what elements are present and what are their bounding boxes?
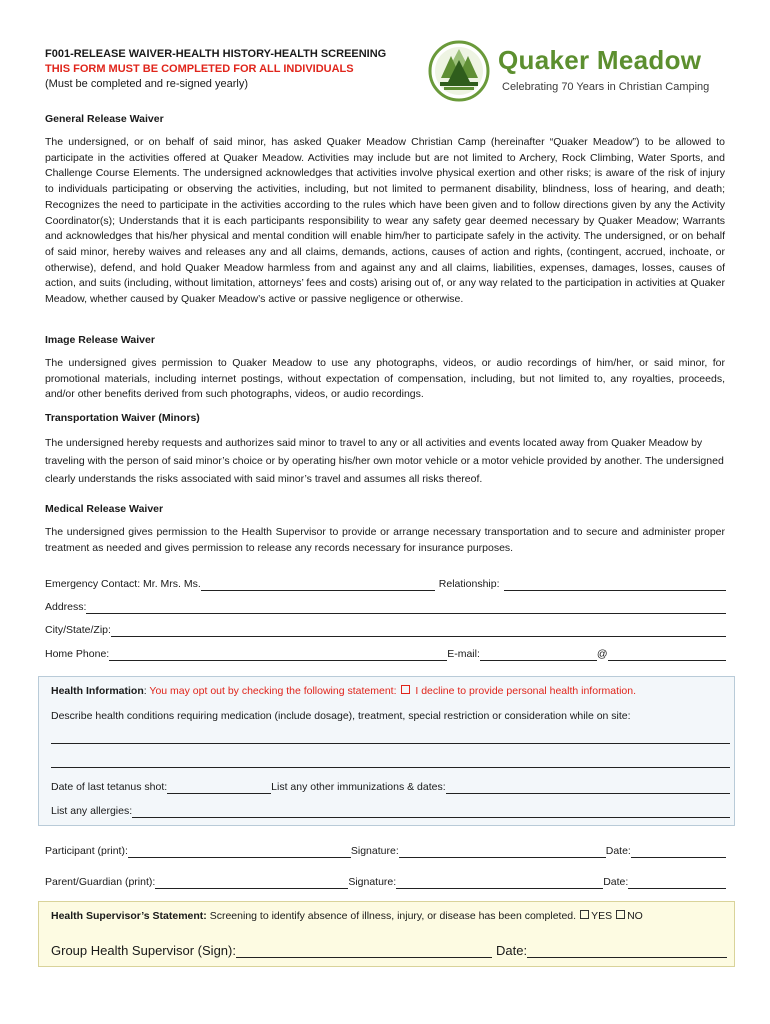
email-domain-field[interactable] xyxy=(608,647,726,661)
transportation-text: The undersigned hereby requests and authorizes said minor to travel to any or all activities and events located away from Quaker Meadow by traveling with the person of said minor’s choice or by operating his/her own motor vehicle or a motor vehicle provided by another. The undersigned clearly understands the risks associated with said minor’s travel and assumes all risks thereof. xyxy=(45,437,724,485)
supervisor-sign-row xyxy=(51,940,727,958)
guardian-date-field[interactable] xyxy=(628,875,726,889)
screening-no-checkbox[interactable] xyxy=(616,910,625,919)
participant-signature-row xyxy=(45,842,726,858)
transportation-section xyxy=(45,411,725,488)
image-release-text: The undersigned gives permission to Quaker Meadow to use any photographs, videos, or audio recordings of him/her, or said minor, for promotional materials, including internet postings, without expectation of compensation, including, but not limited to, any royalties, proceeds, and/or other benefits derived from such photographs, videos, or audio recordings. xyxy=(45,357,725,401)
immunizations-label: List any other immunizations & dates: xyxy=(271,781,446,793)
email-user-field[interactable] xyxy=(480,647,597,661)
screening-no-label: NO xyxy=(627,910,643,922)
city-state-zip-field[interactable] xyxy=(111,623,726,637)
quaker-meadow-logo xyxy=(428,40,728,102)
medical-release-text: The undersigned gives permission to the Health Supervisor to provide or arrange necessary transportation and to secure and administer proper treatment as needed and gives permission to release any records necessary for insurance purposes. xyxy=(45,526,725,554)
guardian-print-label: Parent/Guardian (print): xyxy=(45,876,156,888)
immunization-row xyxy=(51,778,730,794)
allergies-row xyxy=(51,802,730,818)
health-information-box xyxy=(38,676,735,826)
address-label: Address: xyxy=(45,601,87,613)
email-at-sign: @ xyxy=(596,648,608,660)
form-id-title: F001-RELEASE WAIVER-HEALTH HISTORY-HEALTH SCREENING xyxy=(45,48,387,60)
tree-emblem-icon xyxy=(428,40,490,102)
guardian-signature-label: Signature: xyxy=(348,876,397,888)
screening-yes-checkbox[interactable] xyxy=(580,910,589,919)
participant-signature-label: Signature: xyxy=(350,845,399,857)
supervisor-date-label: Date: xyxy=(495,943,528,958)
supervisor-sign-field[interactable] xyxy=(236,941,492,958)
supervisor-statement xyxy=(51,910,643,922)
city-state-zip-label: City/State/Zip: xyxy=(45,624,111,636)
general-release-section xyxy=(45,112,725,308)
participant-signature-field[interactable] xyxy=(399,844,606,858)
tetanus-date-field[interactable] xyxy=(167,780,271,794)
form-header xyxy=(45,47,425,92)
relationship-field[interactable] xyxy=(504,577,727,591)
guardian-signature-row xyxy=(45,873,726,889)
city-state-zip-row xyxy=(45,621,726,637)
brand-tagline: Celebrating 70 Years in Christian Camping xyxy=(502,81,710,93)
guardian-signature-field[interactable] xyxy=(396,875,603,889)
participant-date-label: Date: xyxy=(605,845,631,857)
allergies-field[interactable] xyxy=(132,804,730,818)
phone-email-row xyxy=(45,645,726,661)
general-release-text: The undersigned, or on behalf of said minor, has asked Quaker Meadow Christian Camp (hereinafter “Quaker Meadow”) to be allowed to participate in the activities offered at Quaker Meadow. Activities may include but are not limited to Archery, Rock Climbing, Water Sports, and Challenge Course Elements. The undersigned acknowledges that activities involve physical exertion and other risks; is aware of the risk of injury to individuals participating or observing the activities, including, but not limited to permanent disability, blindness, loss of hearing, and death; Recognizes the need to participate in the activities according to the rules which have been given and to follow directions given by any the Activity Coordinator(s); Understands that it is each participants responsibility to wear any safety gear deemed necessary by Quaker Meadow; Warrants and acknowledges that his/her physical and mental condition will enable him/her to participate safely in the activity. The undersigned, or on behalf of said minor, hereby waives and releases any and all claims, demands, actions, causes of action and rights, (contingent, accrued, inchoate, or otherwise), defend, and hold Quaker Meadow harmless from and against any and all claims, liabilities, expenses, damages, losses, causes of action, and suits (including, without limitation, attorneys’ fees and costs) arising out of, or any way related to the participation in activities at Quaker Meadow, whether caused by Quaker Meadow’s active or passive negligence or otherwise. xyxy=(45,136,725,306)
participant-print-field[interactable] xyxy=(128,844,351,858)
must-complete-notice: THIS FORM MUST BE COMPLETED FOR ALL INDIVIDUALS xyxy=(45,63,354,75)
emergency-contact-label: Emergency Contact: Mr. Mrs. Ms. xyxy=(45,578,201,590)
allergies-label: List any allergies: xyxy=(51,805,133,817)
emergency-contact-row xyxy=(45,575,726,591)
health-information-header: Health Information: You may opt out by checking the following statement: I decline to provide personal health information. xyxy=(51,685,636,697)
guardian-date-label: Date: xyxy=(603,876,629,888)
medical-release-title: Medical Release Waiver xyxy=(45,503,164,515)
supervisor-sign-label: Group Health Supervisor (Sign): xyxy=(51,943,236,958)
supervisor-date-field[interactable] xyxy=(527,941,727,958)
home-phone-label: Home Phone: xyxy=(45,648,110,660)
image-release-title: Image Release Waiver xyxy=(45,334,155,346)
health-supervisor-box xyxy=(38,901,735,967)
health-conditions-prompt: Describe health conditions requiring medication (include dosage), treatment, special restriction or consideration while on site: xyxy=(51,710,631,722)
image-release-section xyxy=(45,333,725,403)
decline-health-info-checkbox[interactable] xyxy=(401,685,410,694)
email-label: E-mail: xyxy=(447,648,480,660)
health-information-label: Health Information xyxy=(51,685,144,697)
participant-print-label: Participant (print): xyxy=(45,845,128,857)
health-conditions-line-2[interactable] xyxy=(51,767,730,768)
optout-prefix: You may opt out by checking the following statement: xyxy=(149,685,400,697)
participant-date-field[interactable] xyxy=(631,844,726,858)
health-conditions-line-1[interactable] xyxy=(51,743,730,744)
address-field[interactable] xyxy=(86,600,726,614)
immunizations-field[interactable] xyxy=(446,780,730,794)
transportation-title: Transportation Waiver (Minors) xyxy=(45,412,200,424)
tetanus-label: Date of last tetanus shot: xyxy=(51,781,168,793)
relationship-label: Relationship: xyxy=(438,578,500,590)
emergency-contact-field[interactable] xyxy=(201,577,435,591)
general-release-title: General Release Waiver xyxy=(45,113,164,125)
resign-note: (Must be completed and re-signed yearly) xyxy=(45,78,248,90)
guardian-print-field[interactable] xyxy=(155,875,348,889)
supervisor-statement-label: Health Supervisor’s Statement: xyxy=(51,910,207,922)
medical-release-section xyxy=(45,502,725,556)
optout-statement: I decline to provide personal health information. xyxy=(415,685,636,697)
brand-name: Quaker Meadow xyxy=(498,45,702,75)
home-phone-field[interactable] xyxy=(109,647,447,661)
screening-yes-label: YES xyxy=(591,910,613,922)
supervisor-statement-text: Screening to identify absence of illness, injury, or disease has been completed. xyxy=(206,910,577,922)
address-row xyxy=(45,598,726,614)
